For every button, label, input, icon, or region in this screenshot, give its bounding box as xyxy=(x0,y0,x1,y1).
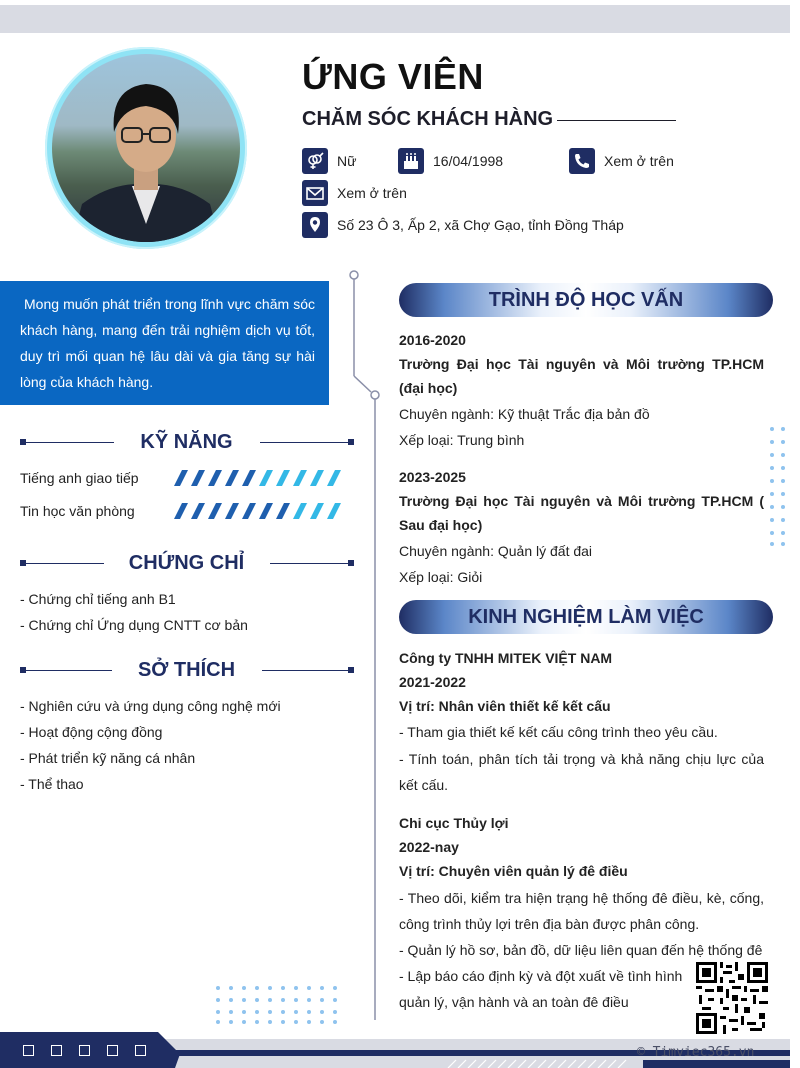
hobbies-title: SỞ THÍCH xyxy=(137,659,236,681)
experience-duty: - Lập báo cáo định kỳ và đột xuất về tình hình quản lý, vận hành và an toàn đê điều xyxy=(399,968,683,1010)
certificate-item: - Chứng chỉ tiếng anh B1 xyxy=(20,591,176,607)
experience-duty: - Quản lý hồ sơ, bản đồ, dữ liệu liên quan đến hệ thống đê xyxy=(399,942,763,958)
skill-segment-filled xyxy=(191,470,205,486)
skill-label: Tin học văn phòng xyxy=(20,503,135,519)
experience-duty: - Tính toán, phân tích tải trọng và khả năng chịu lực của kết cấu. xyxy=(399,751,764,793)
experience-title: KINH NGHIỆM LÀM VIỆC xyxy=(468,606,704,628)
section-line xyxy=(24,563,104,564)
skill-segment-empty xyxy=(327,470,341,486)
phone-icon xyxy=(569,148,595,174)
skill-segment-filled xyxy=(225,503,239,519)
decorative-square xyxy=(135,1045,146,1056)
skill-level-bar xyxy=(174,469,346,487)
watermark: © Timviec365.vn xyxy=(637,1045,755,1060)
skill-segment-filled xyxy=(276,503,290,519)
education-major: Chuyên ngành: Quản lý đất đai xyxy=(399,543,593,559)
experience-duty: - Theo dõi, kiểm tra hiện trạng hệ thống đê điều, kè, cống, công trình thủy lợi trên địa bàn được phân công. xyxy=(399,890,764,932)
certificate-item: - Chứng chỉ Ứng dụng CNTT cơ bản xyxy=(20,617,248,633)
hobby-item: - Thể thao xyxy=(20,776,84,792)
birthday-cake-icon xyxy=(398,148,424,174)
top-bar xyxy=(0,5,790,33)
location-pin-icon xyxy=(302,212,328,238)
section-line xyxy=(24,442,114,443)
experience-position: Vị trí: Chuyên viên quản lý đê điều xyxy=(399,863,628,879)
gender-icon xyxy=(302,148,328,174)
education-years: 2023-2025 xyxy=(399,469,466,485)
section-line xyxy=(24,670,112,671)
skill-segment-empty xyxy=(259,470,273,486)
decorative-square xyxy=(23,1045,34,1056)
education-school: Trường Đại học Tài nguyên và Môi trường TP.HCM ( Sau đại học) xyxy=(399,493,764,533)
candidate-name: ỨNG VIÊN xyxy=(302,56,484,97)
skills-title: KỸ NĂNG xyxy=(140,431,233,453)
skill-level-bar xyxy=(174,502,346,520)
hobby-item: - Phát triển kỹ năng cá nhân xyxy=(20,750,196,766)
section-marker xyxy=(348,439,354,445)
skill-label: Tiếng anh giao tiếp xyxy=(20,470,139,486)
education-entry xyxy=(399,328,764,452)
timeline-line xyxy=(345,268,385,1028)
experience-position: Vị trí: Nhân viên thiết kế kết cấu xyxy=(399,698,611,714)
career-objective xyxy=(0,281,329,405)
decorative-dot-grid xyxy=(214,984,340,1026)
decorative-square xyxy=(51,1045,62,1056)
section-line xyxy=(260,442,350,443)
email-icon xyxy=(302,180,328,206)
section-line xyxy=(262,670,350,671)
skill-segment-filled xyxy=(242,503,256,519)
skill-segment-filled xyxy=(242,470,256,486)
skill-segment-filled xyxy=(208,503,222,519)
skill-segment-filled xyxy=(208,470,222,486)
skill-segment-empty xyxy=(293,503,307,519)
experience-years: 2022-nay xyxy=(399,839,459,855)
hobby-item: - Hoạt động cộng đồng xyxy=(20,724,163,740)
email-value: Xem ở trên xyxy=(337,185,407,201)
phone-value: Xem ở trên xyxy=(604,153,674,169)
decorative-square xyxy=(79,1045,90,1056)
experience-company: Công ty TNHH MITEK VIỆT NAM xyxy=(399,650,613,666)
education-school: Trường Đại học Tài nguyên và Môi trường TP.HCM (đại học) xyxy=(399,356,764,396)
career-objective-text: Mong muốn phát triển trong lĩnh vực chăm sóc khách hàng, mang đến trải nghiệm dịch vụ tốt, duy trì mối quan hệ lâu dài và gia tăng sự hài lòng của khách hàng. xyxy=(20,296,315,390)
skill-segment-empty xyxy=(293,470,307,486)
hobby-item: - Nghiên cứu và ứng dụng công nghệ mới xyxy=(20,698,281,714)
experience-company: Chi cục Thủy lợi xyxy=(399,815,509,831)
skill-segment-empty xyxy=(327,503,341,519)
title-divider xyxy=(557,120,676,121)
education-grade: Xếp loại: Trung bình xyxy=(399,432,525,448)
education-entry xyxy=(399,465,764,589)
decorative-square xyxy=(107,1045,118,1056)
address-value: Số 23 Ô 3, Ấp 2, xã Chợ Gạo, tỉnh Đồng Tháp xyxy=(337,217,624,233)
education-major: Chuyên ngành: Kỹ thuật Trắc địa bản đồ xyxy=(399,406,650,422)
skill-segment-empty xyxy=(310,470,324,486)
section-marker xyxy=(348,560,354,566)
skill-segment-filled xyxy=(225,470,239,486)
section-line xyxy=(270,563,350,564)
skill-segment-filled xyxy=(259,503,273,519)
qr-code[interactable] xyxy=(696,962,768,1034)
skill-segment-empty xyxy=(276,470,290,486)
education-grade: Xếp loại: Giỏi xyxy=(399,569,483,585)
experience-duty: - Tham gia thiết kế kết cấu công trình theo yêu cầu. xyxy=(399,724,718,740)
avatar xyxy=(52,54,240,242)
skill-segment-filled xyxy=(174,470,188,486)
birthday-value: 16/04/1998 xyxy=(433,153,504,169)
section-marker xyxy=(348,667,354,673)
education-title: TRÌNH ĐỘ HỌC VẤN xyxy=(488,289,684,311)
skill-segment-empty xyxy=(310,503,324,519)
skill-segment-filled xyxy=(191,503,205,519)
certificates-title: CHỨNG CHỈ xyxy=(128,552,245,574)
experience-years: 2021-2022 xyxy=(399,674,466,690)
skill-segment-filled xyxy=(174,503,188,519)
education-years: 2016-2020 xyxy=(399,332,466,348)
decorative-dot-column xyxy=(768,425,788,549)
job-title: CHĂM SÓC KHÁCH HÀNG xyxy=(302,108,554,130)
gender-value: Nữ xyxy=(337,153,357,169)
experience-entry xyxy=(399,646,764,798)
